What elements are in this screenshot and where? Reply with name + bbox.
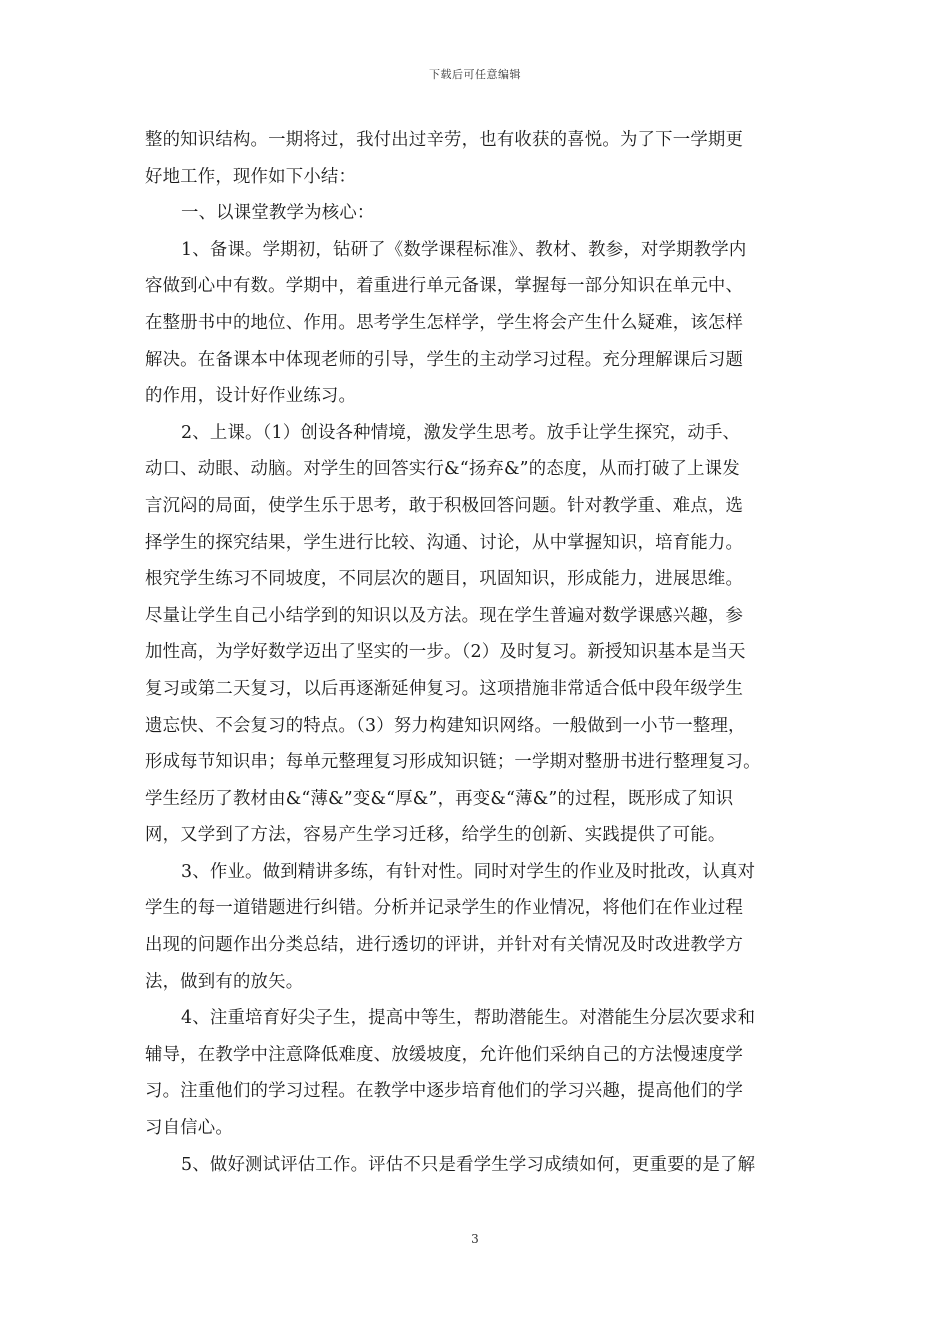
- text-line: 复习或第二天复习，以后再逐渐延伸复习。这项措施非常适合低中段年级学生: [145, 678, 744, 699]
- page-number: 3: [471, 1232, 479, 1246]
- text-line: 言沉闷的局面，使学生乐于思考，敢于积极回答问题。针对教学重、难点，选: [145, 495, 744, 516]
- text-line: 尽量让学生自己小结学到的知识以及方法。现在学生普遍对数学课感兴趣，参: [145, 605, 744, 626]
- text-line: 容做到心中有数。学期中，着重进行单元备课，掌握每一部分知识在单元中、: [145, 276, 744, 297]
- text-line: 法，做到有的放矢。: [145, 971, 304, 992]
- text-line: 整的知识结构。一期将过，我付出过辛劳，也有收获的喜悦。为了下一学期更: [145, 130, 744, 150]
- text-line: 习。注重他们的学习过程。在教学中逐步培育他们的学习兴趣，提高他们的学: [145, 1081, 744, 1102]
- text-line: 解决。在备课本中体现老师的引导，学生的主动学习过程。充分理解课后习题: [145, 349, 744, 370]
- text-line: 一、以课堂教学为核心：: [181, 203, 375, 224]
- text-line: 在整册书中的地位、作用。思考学生怎样学，学生将会产生什么疑难，该怎样: [145, 312, 744, 333]
- text-line: 加性高，为学好数学迈出了坚实的一步。（2）及时复习。新授知识基本是当天: [145, 642, 746, 663]
- text-line: 好地工作，现作如下小结：: [145, 166, 357, 187]
- page-header: 下载后可任意编辑: [429, 68, 521, 81]
- document-body: [145, 122, 807, 1183]
- text-line: 2、上课。（1）创设各种情境，激发学生思考。放手让学生探究，动手、: [181, 422, 741, 443]
- text-line: 网，又学到了方法，容易产生学习迁移，给学生的创新、实践提供了可能。: [145, 825, 726, 846]
- text-line: 4、注重培育好尖子生，提高中等生，帮助潜能生。对潜能生分层次要求和: [181, 1008, 756, 1029]
- text-line: 习自信心。: [145, 1118, 233, 1139]
- text-line: 动口、动眼、动脑。对学生的回答实行&“扬弃&”的态度，从而打破了上课发: [145, 459, 740, 480]
- text-line: 1、备课。学期初，钻研了《数学课程标准》、教材、教参，对学期教学内: [181, 239, 747, 260]
- text-line: 学生经历了教材由&“薄&”变&“厚&”，再变&“薄&”的过程，既形成了知识: [145, 788, 734, 809]
- text-line: 辅导，在教学中注意降低难度、放缓坡度，允许他们采纳自己的方法慢速度学: [145, 1044, 744, 1065]
- text-line: 形成每节知识串；每单元整理复习形成知识链；一学期对整册书进行整理复习。: [145, 752, 761, 773]
- text-line: 5、做好测试评估工作。评估不只是看学生学习成绩如何，更重要的是了解: [181, 1154, 756, 1175]
- text-line: 根究学生练习不同坡度，不同层次的题目，巩固知识，形成能力，进展思维。: [145, 569, 744, 590]
- text-line: 出现的问题作出分类总结，进行透切的评讲，并针对有关情况及时改进教学方: [145, 935, 744, 956]
- text-line: 择学生的探究结果，学生进行比较、沟通、讨论，从中掌握知识，培育能力。: [145, 532, 744, 553]
- text-line: 遗忘快、不会复习的特点。（3）努力构建知识网络。一般做到一小节一整理，: [145, 715, 746, 736]
- text-line: 3、作业。做到精讲多练，有针对性。同时对学生的作业及时批改，认真对: [181, 861, 756, 882]
- text-line: 的作用，设计好作业练习。: [145, 386, 357, 407]
- text-line: 学生的每一道错题进行纠错。分析并记录学生的作业情况，将他们在作业过程: [145, 898, 744, 919]
